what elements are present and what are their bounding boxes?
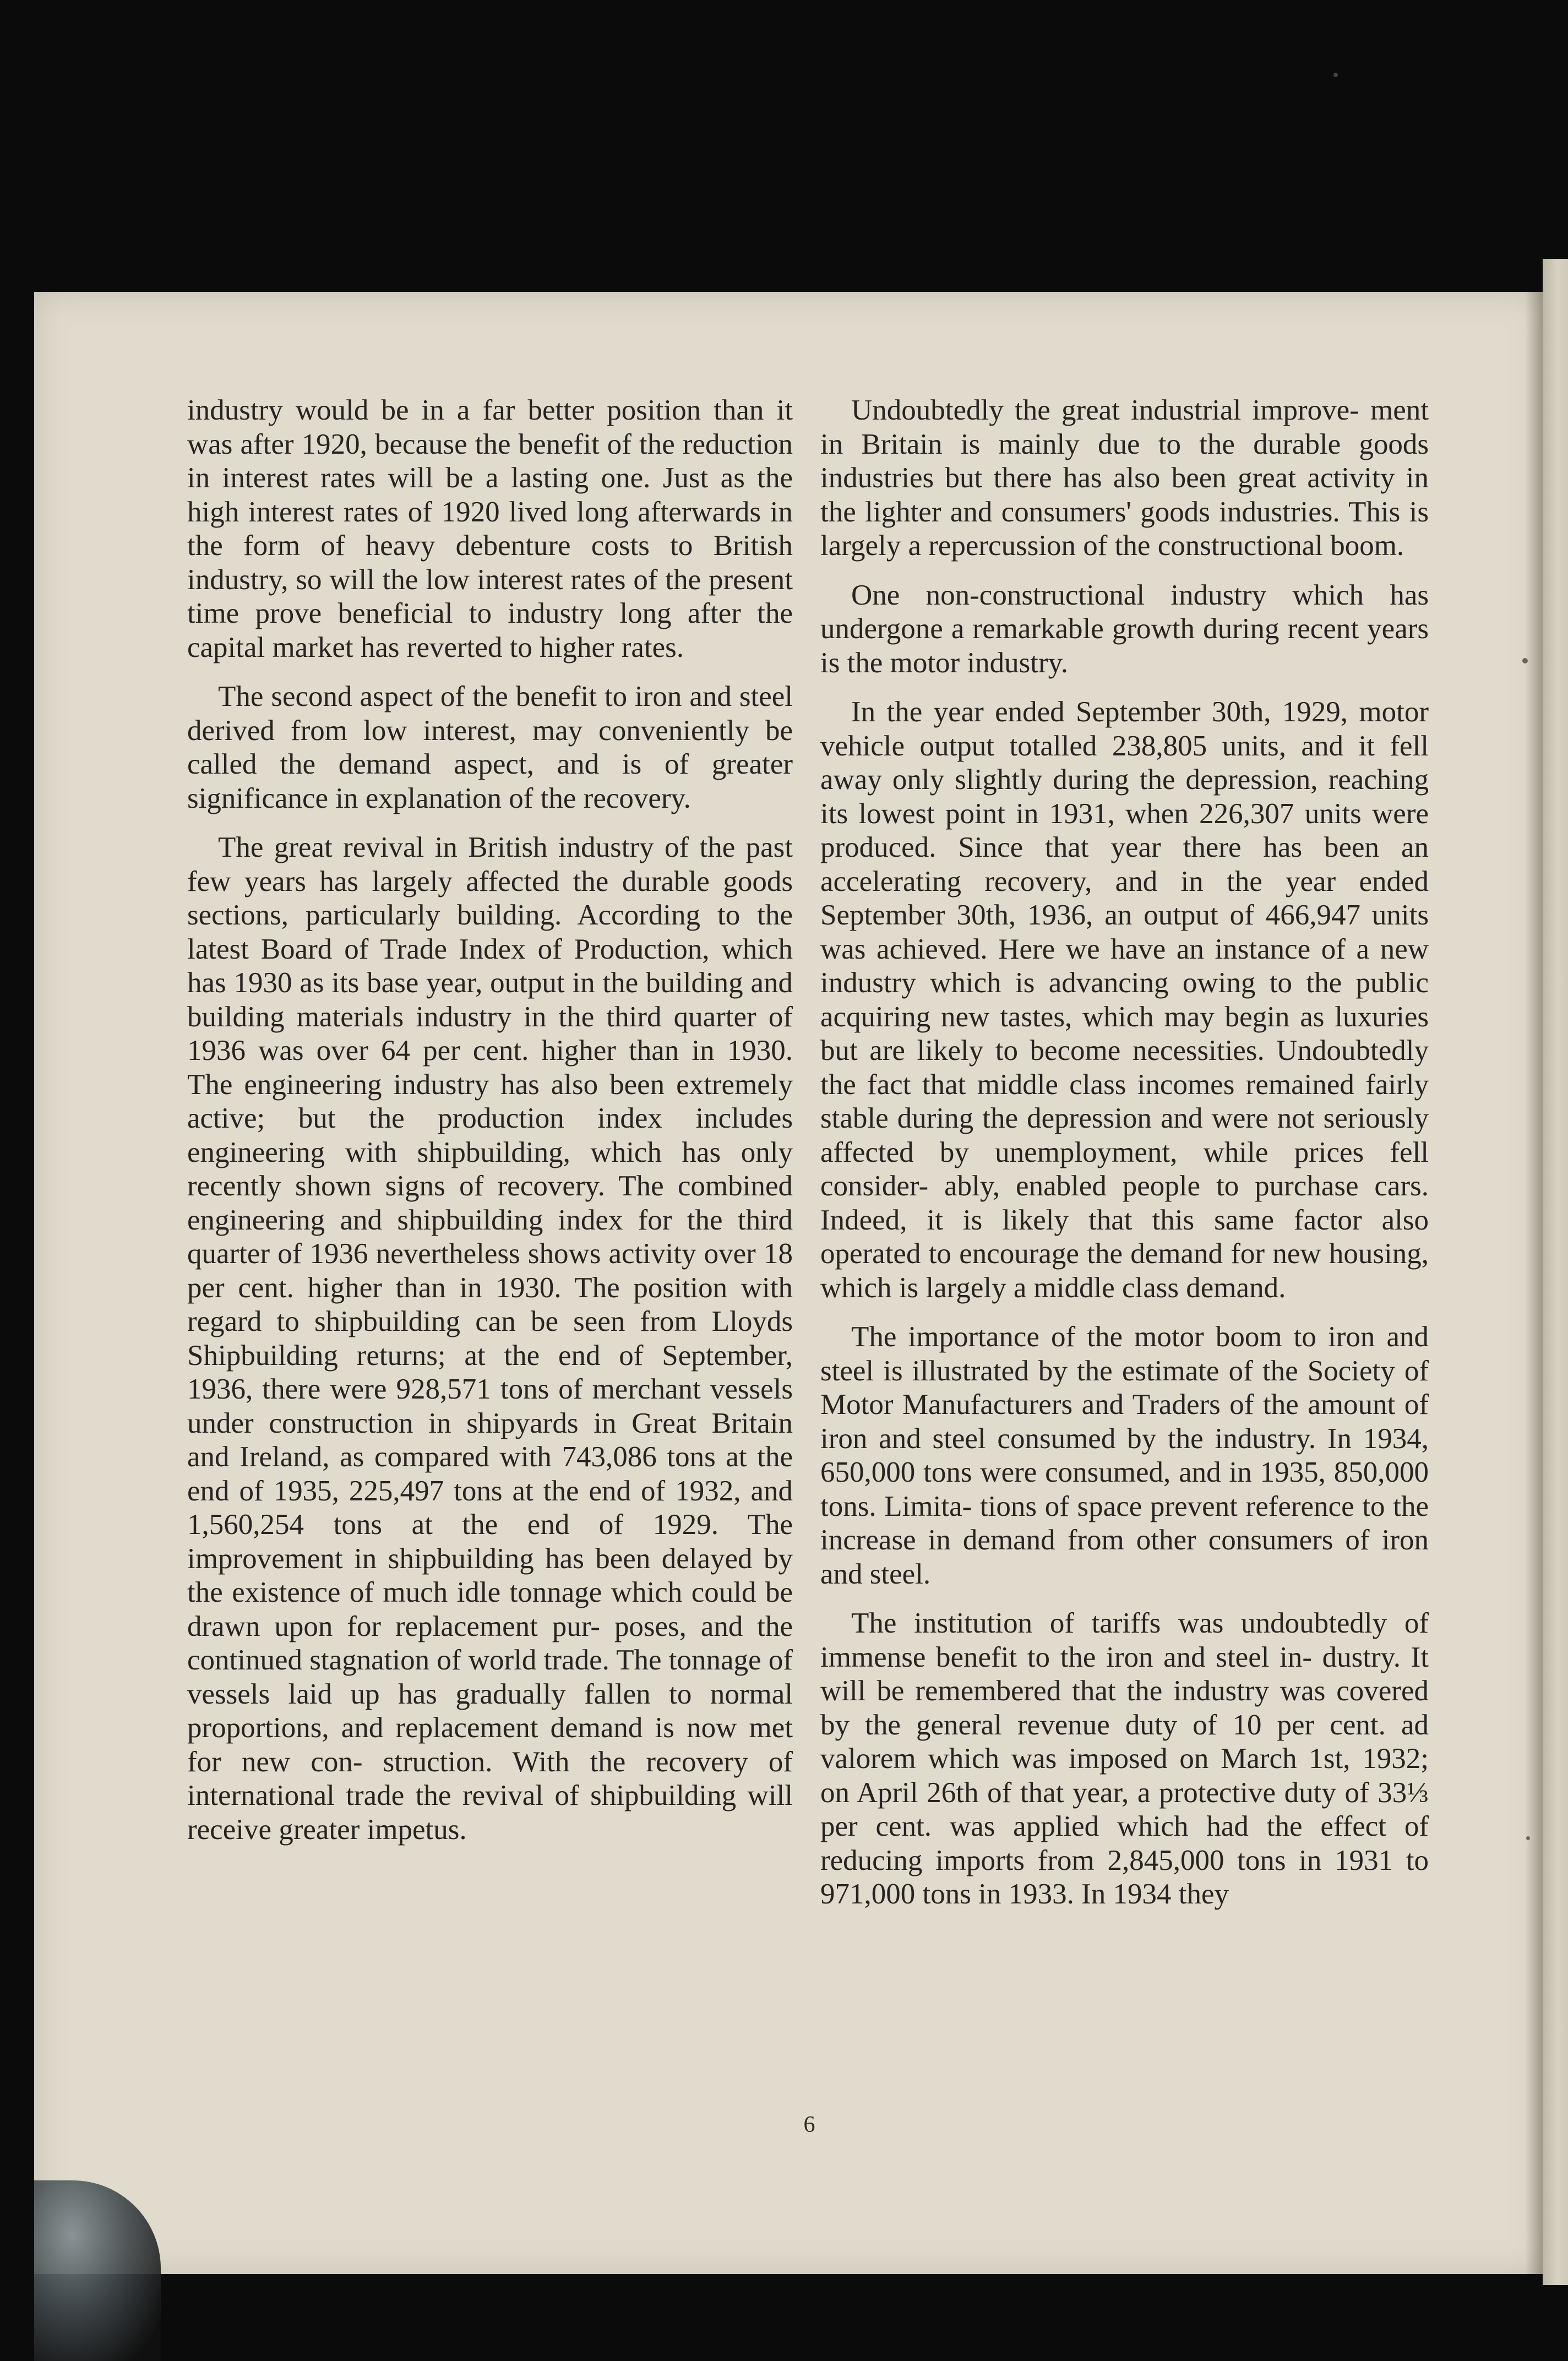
paragraph-industry-revival: The great revival in British industry of the past few years has largely affected the durable goods sections, particularly building. According to the latest Board of Trade Index of Production, which has 1930 as its base year, output in the building and building materials industry in the third quarter of 1936 was over 64 per cent. higher than in 1930. The engineering industry has also been extremely active; but the production index includes engineering with shipbuilding, which has only recently shown signs of recovery. The combined engineering and shipbuilding index for the third quarter of 1936 nevertheless shows activity over 18 per cent. higher than in 1930. The position with regard to shipbuilding can be seen from Lloyds Shipbuilding returns; at the end of September, 1936, there were 928,571 tons of merchant vessels under construction in shipyards in Great Britain and Ireland, as compared with 743,086 tons at the end of 1935, 225,497 tons at the end of 1932, and 1,560,254 tons at the end of 1929. The improvement in shipbuilding has been delayed by the existence of much idle tonnage which could be drawn upon for replacement pur- poses, and the continued stagnation of world trade. The tonnage of vessels laid up has gradually fallen to normal proportions, and replacement demand is now met for new con- struction. With the recovery of international trade the revival of shipbuilding will receive greater impetus.	[187, 831, 793, 1846]
paragraph-motor-output: In the year ended September 30th, 1929, motor vehicle output totalled 238,805 units, and it fell away only slightly during the depression, reaching its lowest point in 1931, when 226,307 units were produced. Since that year there has been an accelerating recovery, and in the year ended September 30th, 1936, an output of 466,947 units was achieved. Here we have an instance of a new industry which is advancing owing to the public acquiring new tastes, which may begin as luxuries but are likely to become necessities. Undoubtedly the fact that middle class incomes remained fairly stable during the depression and were not seriously affected by unemployment, while prices fell consider- ably, enabled people to purchase cars. Indeed, it is likely that this same factor also operated to encourage the demand for new housing, which is largely a middle class demand.	[820, 696, 1429, 1304]
left-text-column	[187, 394, 793, 1862]
paragraph-continuation: industry would be in a far better position than it was after 1920, because the benefit of the reduction in interest rates will be a lasting one. Just as the high interest rates of 1920 lived long afterwards in the form of heavy debenture costs to British industry, so will the low interest rates of the present time prove beneficial to industry long after the capital market has reverted to higher rates.	[187, 394, 793, 663]
right-text-column	[820, 394, 1429, 1927]
page-number: 6	[803, 2112, 815, 2137]
paragraph-motor-industry: One non-constructional industry which has undergone a remarkable growth during recent years is the motor industry.	[820, 579, 1429, 679]
adjacent-page-edge	[1543, 259, 1568, 2285]
paper-speck	[1522, 658, 1528, 663]
paragraph-tariffs: The institution of tariffs was undoubtedly of immense benefit to the iron and steel in- dustry. It will be remembered that the industry was covered by the general revenue duty of 10 per cent. ad valorem which was imposed on March 1st, 1932; on April 26th of that year, a protective duty of 33⅓ per cent. was applied which had the effect of reducing imports from 2,845,000 tons in 1931 to 971,000 tons in 1933. In 1934 they	[820, 1607, 1429, 1910]
paragraph-demand-aspect: The second aspect of the benefit to iron and steel derived from low interest, may conveniently be called the demand aspect, and is of greater significance in explanation of the recovery.	[187, 681, 793, 814]
page-edge-shadow	[1525, 292, 1543, 2274]
paragraph-motor-boom-steel: The importance of the motor boom to iron and steel is illustrated by the estimate of the Society of Motor Manufacturers and Traders of the amount of iron and steel consumed by the industry. In 1934, 650,000 tons were consumed, and in 1935, 850,000 tons. Limita- tions of space prevent reference to the increase in demand from other consumers of iron and steel.	[820, 1321, 1429, 1590]
paragraph-durable-goods: Undoubtedly the great industrial improve- ment in Britain is mainly due to the durable goods industries but there has also been great activity in the lighter and consumers' goods industries. This is largely a repercussion of the constructional boom.	[820, 394, 1429, 562]
paper-speck	[1526, 1836, 1530, 1840]
dust-speck	[1333, 73, 1338, 77]
